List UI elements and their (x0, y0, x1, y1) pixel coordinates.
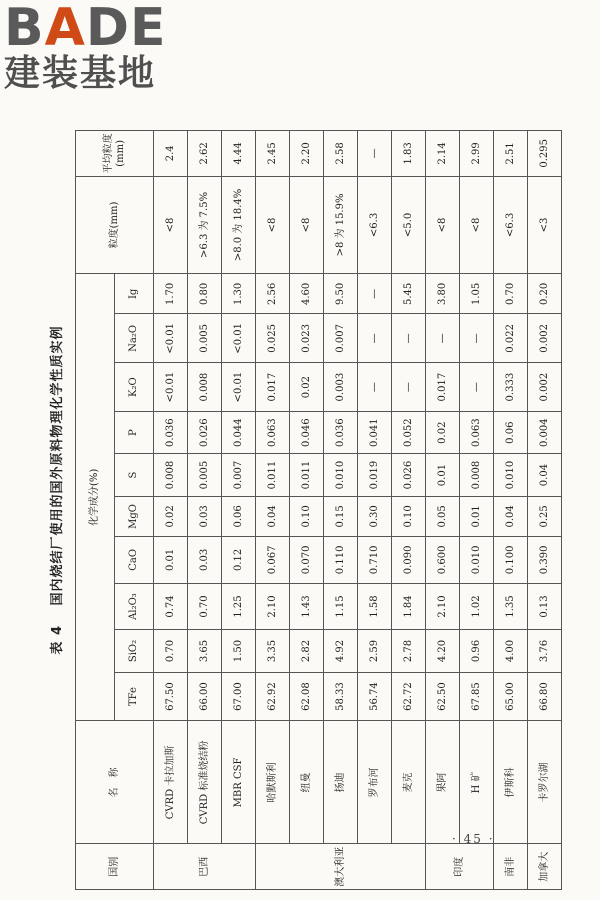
value-cell: 2.59 (358, 630, 392, 672)
value-cell: 0.063 (256, 411, 290, 453)
table-row (494, 131, 528, 890)
value-cell: 0.005 (188, 454, 222, 496)
particle-size-cell: >6.3 为 7.5% (188, 176, 222, 274)
value-cell: 62.72 (392, 672, 426, 721)
table-row (188, 131, 222, 890)
avg-size-cell: 2.99 (460, 131, 494, 177)
value-cell: 0.05 (426, 496, 460, 536)
value-cell: 0.063 (460, 411, 494, 453)
value-cell: 0.046 (290, 411, 324, 453)
value-cell: 0.003 (324, 363, 358, 412)
value-cell: 0.10 (290, 496, 324, 536)
value-cell: — (358, 274, 392, 314)
value-cell: — (460, 314, 494, 363)
value-cell: 0.017 (426, 363, 460, 412)
value-cell: 1.58 (358, 583, 392, 630)
value-cell: 1.30 (222, 274, 256, 314)
value-cell: 0.110 (324, 537, 358, 584)
value-cell: 1.70 (154, 274, 188, 314)
value-cell: 0.74 (154, 583, 188, 630)
value-cell: 0.70 (188, 583, 222, 630)
value-cell: 0.80 (188, 274, 222, 314)
particle-size-cell: >8.0 为 18.4% (222, 176, 256, 274)
value-cell: 0.008 (460, 454, 494, 496)
site-logo (4, 2, 167, 94)
value-cell: 0.041 (358, 411, 392, 453)
value-cell: 1.15 (324, 583, 358, 630)
particle-size-cell: <8 (460, 176, 494, 274)
particle-size-cell: <8 (426, 176, 460, 274)
value-cell: 0.008 (154, 454, 188, 496)
header-particle-size: 粒度(mm) (76, 176, 154, 274)
value-cell: 0.100 (494, 537, 528, 584)
column-header: K₂O (115, 363, 154, 412)
avg-size-cell: — (358, 131, 392, 177)
value-cell: 0.20 (528, 274, 562, 314)
value-cell: 0.70 (154, 630, 188, 672)
value-cell: 0.019 (358, 454, 392, 496)
value-cell: 0.026 (188, 411, 222, 453)
material-name-cell: 麦克 (392, 721, 426, 844)
logo-subtitle: 建装基地 (4, 53, 157, 94)
country-cell: 澳大利亚 (256, 844, 426, 890)
column-header: CaO (115, 537, 154, 584)
material-name-cell: H 矿 (460, 721, 494, 844)
value-cell: 2.78 (392, 630, 426, 672)
particle-size-cell: <6.3 (494, 176, 528, 274)
value-cell: 0.010 (460, 537, 494, 584)
value-cell: — (358, 363, 392, 412)
material-name-cell: 伊斯科 (494, 721, 528, 844)
value-cell: 0.15 (324, 496, 358, 536)
table-row (392, 131, 426, 890)
value-cell: 0.333 (494, 363, 528, 412)
logo-b: B (4, 0, 45, 58)
value-cell: <0.01 (222, 363, 256, 412)
value-cell: 58.33 (324, 672, 358, 721)
rotated-table-page (40, 120, 550, 900)
table-row (460, 131, 494, 890)
value-cell: — (392, 314, 426, 363)
avg-size-cell: 2.58 (324, 131, 358, 177)
header-country: 国别 (76, 844, 154, 890)
value-cell: 0.002 (528, 363, 562, 412)
value-cell: 62.08 (290, 672, 324, 721)
value-cell: 0.03 (188, 496, 222, 536)
value-cell: 1.35 (494, 583, 528, 630)
table-caption: 国内烧结厂使用的国外原料物理化学性质实例 (50, 325, 65, 606)
table-title (46, 120, 65, 860)
logo-a-accent: A (44, 0, 86, 58)
value-cell: 0.022 (494, 314, 528, 363)
value-cell: 0.10 (392, 496, 426, 536)
value-cell: 4.92 (324, 630, 358, 672)
particle-size-cell: <5.0 (392, 176, 426, 274)
table-row (324, 131, 358, 890)
value-cell: 0.007 (222, 454, 256, 496)
avg-size-cell: 2.20 (290, 131, 324, 177)
value-cell: 67.50 (154, 672, 188, 721)
value-cell: 67.85 (460, 672, 494, 721)
value-cell: 0.036 (154, 411, 188, 453)
value-cell: 0.70 (494, 274, 528, 314)
particle-size-cell: >8 为 15.9% (324, 176, 358, 274)
header-chem-group: 化学成分(%) (76, 274, 115, 721)
value-cell: 0.090 (392, 537, 426, 584)
value-cell: 4.60 (290, 274, 324, 314)
value-cell: 0.017 (256, 363, 290, 412)
value-cell: <0.01 (154, 363, 188, 412)
value-cell: 66.80 (528, 672, 562, 721)
header-avg-label: 平均粒度 (102, 133, 114, 174)
value-cell: 0.025 (256, 314, 290, 363)
table-row (426, 131, 460, 890)
value-cell: 3.35 (256, 630, 290, 672)
value-cell: 0.96 (460, 630, 494, 672)
avg-size-cell: 1.83 (392, 131, 426, 177)
value-cell: 1.02 (460, 583, 494, 630)
value-cell: 9.50 (324, 274, 358, 314)
value-cell: 65.00 (494, 672, 528, 721)
value-cell: — (358, 314, 392, 363)
value-cell: 0.04 (256, 496, 290, 536)
column-header: S (115, 454, 154, 496)
value-cell: 0.01 (426, 454, 460, 496)
table-row (256, 131, 290, 890)
value-cell: 0.25 (528, 496, 562, 536)
column-header: Na₂O (115, 314, 154, 363)
value-cell: — (460, 363, 494, 412)
value-cell: 2.56 (256, 274, 290, 314)
country-cell: 巴西 (154, 844, 256, 890)
value-cell: 0.023 (290, 314, 324, 363)
value-cell: 0.010 (324, 454, 358, 496)
value-cell: 0.052 (392, 411, 426, 453)
value-cell: <0.01 (222, 314, 256, 363)
value-cell: 0.02 (154, 496, 188, 536)
value-cell: 0.067 (256, 537, 290, 584)
particle-size-cell: <8 (290, 176, 324, 274)
value-cell: 0.04 (528, 454, 562, 496)
material-name-cell: 纽曼 (290, 721, 324, 844)
value-cell: 0.011 (256, 454, 290, 496)
value-cell: — (426, 314, 460, 363)
value-cell: 0.03 (188, 537, 222, 584)
table-row (154, 131, 188, 890)
value-cell: 56.74 (358, 672, 392, 721)
value-cell: 62.50 (426, 672, 460, 721)
value-cell: 0.011 (290, 454, 324, 496)
value-cell: 62.92 (256, 672, 290, 721)
value-cell: 0.12 (222, 537, 256, 584)
table-label: 表 4 (50, 624, 65, 655)
value-cell: 0.600 (426, 537, 460, 584)
value-cell: 0.06 (222, 496, 256, 536)
value-cell: 0.01 (154, 537, 188, 584)
avg-size-cell: 2.45 (256, 131, 290, 177)
table-row (222, 131, 256, 890)
material-name-cell: 扬迪 (324, 721, 358, 844)
properties-table (75, 130, 562, 890)
column-header: TFe (115, 672, 154, 721)
value-cell: 0.070 (290, 537, 324, 584)
value-cell: 0.390 (528, 537, 562, 584)
header-avg-size (76, 131, 154, 177)
value-cell: 0.710 (358, 537, 392, 584)
value-cell: 1.50 (222, 630, 256, 672)
value-cell: 0.036 (324, 411, 358, 453)
table-body (154, 131, 562, 890)
page-number: · 45 · (452, 832, 495, 846)
value-cell: 0.30 (358, 496, 392, 536)
value-cell: 0.02 (426, 411, 460, 453)
avg-size-cell: 2.14 (426, 131, 460, 177)
value-cell: 0.044 (222, 411, 256, 453)
value-cell: 0.13 (528, 583, 562, 630)
header-name: 名 称 (76, 721, 154, 844)
value-cell: 2.10 (256, 583, 290, 630)
material-name-cell: CVRD 卡拉加斯 (154, 721, 188, 844)
value-cell: 0.008 (188, 363, 222, 412)
column-header: MgO (115, 496, 154, 536)
avg-size-cell: 2.51 (494, 131, 528, 177)
material-name-cell: 罗布河 (358, 721, 392, 844)
value-cell: 0.02 (290, 363, 324, 412)
avg-size-cell: 0.295 (528, 131, 562, 177)
column-header: SiO₂ (115, 630, 154, 672)
value-cell: 0.002 (528, 314, 562, 363)
header-avg-unit: (mm) (114, 139, 126, 167)
value-cell: 0.06 (494, 411, 528, 453)
value-cell: 66.00 (188, 672, 222, 721)
value-cell: 1.84 (392, 583, 426, 630)
value-cell: 3.76 (528, 630, 562, 672)
value-cell: 3.80 (426, 274, 460, 314)
country-cell: 加拿大 (528, 844, 562, 890)
country-cell: 印度 (426, 844, 494, 890)
logo-de: DE (85, 0, 167, 58)
table-row (528, 131, 562, 890)
value-cell: 0.005 (188, 314, 222, 363)
value-cell: 2.10 (426, 583, 460, 630)
value-cell: 1.05 (460, 274, 494, 314)
material-name-cell: CVRD 标准烧结粉 (188, 721, 222, 844)
material-name-cell: 果阿 (426, 721, 460, 844)
avg-size-cell: 2.4 (154, 131, 188, 177)
value-cell: 0.01 (460, 496, 494, 536)
value-cell: 0.007 (324, 314, 358, 363)
material-name-cell: 哈默斯利 (256, 721, 290, 844)
value-cell: 1.25 (222, 583, 256, 630)
particle-size-cell: <8 (256, 176, 290, 274)
column-header: Ig (115, 274, 154, 314)
table-row (358, 131, 392, 890)
table-row (290, 131, 324, 890)
value-cell: <0.01 (154, 314, 188, 363)
value-cell: 0.026 (392, 454, 426, 496)
avg-size-cell: 4.44 (222, 131, 256, 177)
column-header: Al₂O₃ (115, 583, 154, 630)
value-cell: 67.00 (222, 672, 256, 721)
material-name-cell: 卡罗尔湖 (528, 721, 562, 844)
particle-size-cell: <8 (154, 176, 188, 274)
value-cell: — (392, 363, 426, 412)
value-cell: 0.004 (528, 411, 562, 453)
material-name-cell: MBR CSF (222, 721, 256, 844)
column-header: P (115, 411, 154, 453)
value-cell: 0.010 (494, 454, 528, 496)
value-cell: 5.45 (392, 274, 426, 314)
avg-size-cell: 2.62 (188, 131, 222, 177)
value-cell: 0.04 (494, 496, 528, 536)
value-cell: 4.20 (426, 630, 460, 672)
value-cell: 3.65 (188, 630, 222, 672)
particle-size-cell: <3 (528, 176, 562, 274)
value-cell: 1.43 (290, 583, 324, 630)
logo-wordmark (4, 0, 167, 58)
particle-size-cell: <6.3 (358, 176, 392, 274)
country-cell: 南非 (494, 844, 528, 890)
value-cell: 2.82 (290, 630, 324, 672)
value-cell: 4.00 (494, 630, 528, 672)
